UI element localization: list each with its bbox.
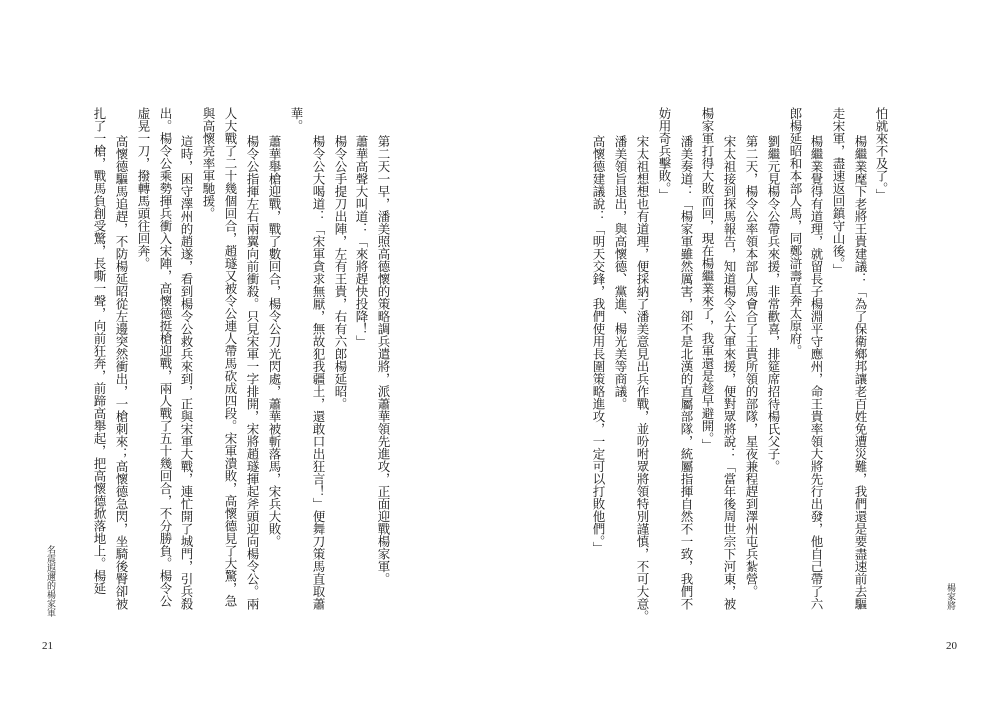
text-column: 高懷德驅馬追趕，不防楊延昭從左邊突然衝出，一槍刺來；高懷德急閃，坐騎後臀卻被 (114, 135, 129, 610)
text-column: 宋太祖接到探馬報告，知道楊令公大軍來援，便對眾將說：「當年後周世宗下河東，被 (722, 135, 737, 610)
text-column: 郎楊延昭和本部人馬，同鄭滸壽直奔太原府。 (788, 107, 803, 357)
text-column: 怕就來不及了。」 (874, 107, 889, 201)
text-column: 潘美奏道：「楊家軍雖然厲害，卻不是北漢的直屬部隊，統屬指揮自然不一致，我們不 (679, 135, 694, 610)
text-column: 高懷德建議說：「明天交鋒，我們使用長圍策略進攻，一定可以打敗他們。」 (591, 135, 606, 554)
page-20 (500, 0, 1000, 709)
text-column: 第二天，楊令公率領本部人馬會合了王貴所領的部隊，星夜兼程趕到澤州屯兵紮營。 (744, 135, 759, 598)
text-column: 這時，困守澤州的趙遂，看到楊令公救兵來到，正與宋軍大戰，連忙開了城門，引兵殺 (179, 135, 194, 610)
text-column: 楊家軍打得大敗而回，現在楊繼業來了，我軍還是趁早避開。」 (700, 107, 715, 451)
text-column: 扎了一槍，戰馬負創受驚，長嘶一聲，向前狂奔，前蹄高舉起，把高懷德掀落地上。楊延 (92, 107, 107, 595)
text-column: 第二天一早，潘美照高德懷的策略調兵遣將，派蕭華領先進攻，正面迎戰楊家軍。 (376, 135, 391, 585)
page-number: 20 (946, 640, 957, 652)
text-column: 潘美領旨退出，與高懷德、黨進、楊光美等商議。 (613, 135, 628, 410)
page-number: 21 (42, 640, 53, 652)
text-column: 與高懷亮率軍馳援。 (201, 107, 216, 220)
text-column: 人大戰了二十幾個回合，趙璲又被令公連人帶馬砍成四段。宋軍潰敗，高懷德見了大驚，急 (223, 107, 238, 607)
text-column: 宋太祖想想也有道理，便採納了潘美意見出兵作戰，並吩咐眾將領特別謹慎，不可大意。 (635, 135, 650, 623)
text-column: 華。 (289, 107, 304, 132)
text-column: 虛晃一刀，撥轉馬頭往回奔。 (136, 107, 151, 270)
text-column: 蕭華高聲大叫道：「來將趕快投降！」 (354, 135, 369, 348)
text-column: 楊繼業覺得有道理，就留長子楊淵平守應州，命王貴率領大將先行出發，他自己帶了六 (809, 135, 824, 610)
text-column: 妨用奇兵擊敗。」 (657, 107, 672, 201)
text-column: 楊令公大喝道：「宋軍貪求無厭，無故犯我疆土，還敢口出狂言！」便舞刀策馬直取蕭 (311, 135, 326, 610)
text-column: 楊令公指揮左右兩翼向前衝殺。只見宋軍一字排開，宋將趙璲揮起斧頭迎向楊令公。兩 (245, 135, 260, 610)
running-head: 楊家將 (945, 583, 955, 610)
text-column: 楊令公手提刀出陣，左有王貴，右有六郎楊延昭。 (333, 135, 348, 410)
running-footer: 名震遐邇的楊家軍 (45, 545, 55, 617)
text-column: 出。楊令公乘勢揮兵衝入宋陣，高懷德挺槍迎戰，兩人戰了五十幾回合，不分勝負。楊令公 (158, 107, 173, 607)
text-column: 走宋軍，盡速返回鎮守山後。」 (831, 107, 846, 276)
text-column: 劉繼元見楊令公帶兵來援，非常歡喜，排筵席招待楊氏父子。 (766, 135, 781, 473)
text-column: 楊繼業麾下老將王貴建議：「為了保衛鄉邦讓老百姓免遭災難，我們還是要盡速前去驅 (853, 135, 868, 610)
text-column: 蕭華舉槍迎戰，戰了數回合，楊令公刀光閃處，蕭華被斬落馬，宋兵大敗。 (267, 135, 282, 548)
